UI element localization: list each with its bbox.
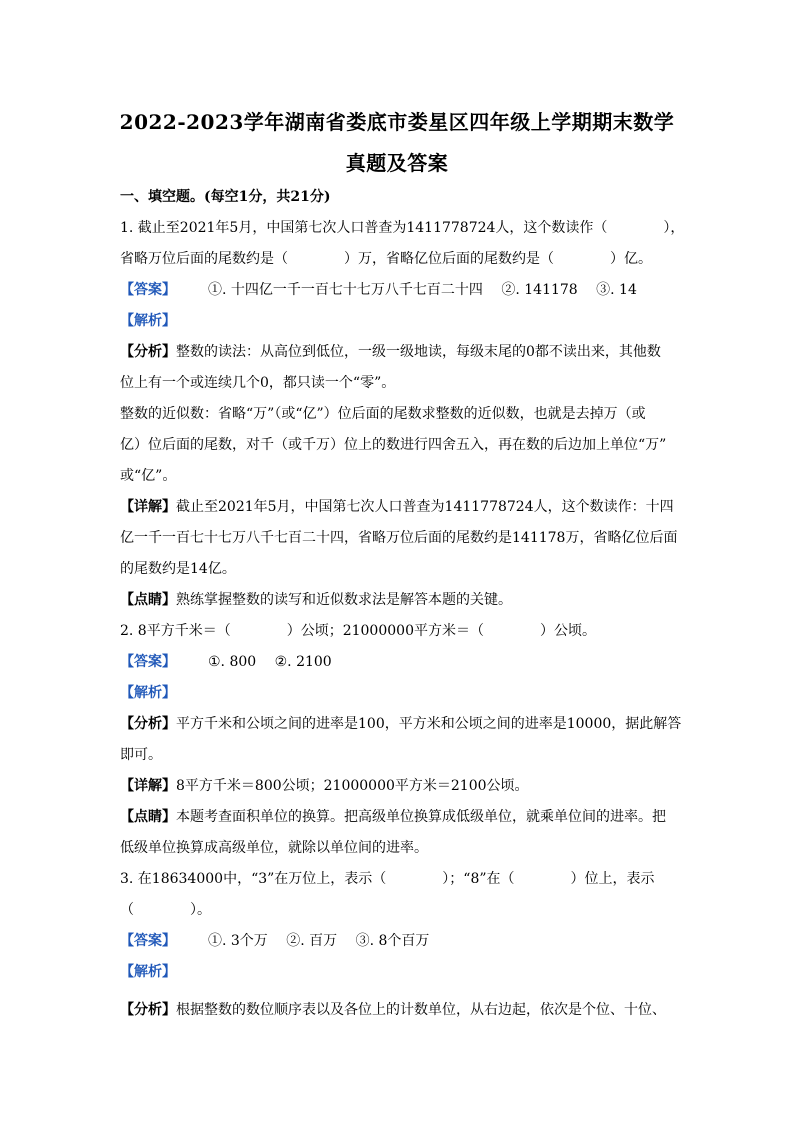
q3-fenxi-line-1 <box>120 1000 680 1020</box>
dianjing-label: 【点睛】 <box>120 809 176 825</box>
q2-dianjing-line-2: 低级单位换算成高级单位，就除以单位间的进率。 <box>120 840 428 856</box>
dianjing-text: 本题考查面积单位的换算。把高级单位换算成低级单位，就乘单位间的进率。把 <box>176 809 666 825</box>
q2-fenxi-line-2: 即可。 <box>120 747 162 763</box>
document-title-line-2: 真题及答案 <box>345 151 449 175</box>
xiangjie-label: 【详解】 <box>120 499 176 515</box>
q2-xiangjie-line-1 <box>120 776 680 796</box>
q1-fenxi-line-5: 或“亿”。 <box>120 468 177 484</box>
q1-fenxi-line-4: 亿）位后面的尾数，对千（或千万）位上的数进行四舍五入，再在数的后边加上单位“万” <box>120 437 667 453</box>
fenxi-text: 平方千米和公顷之间的进率是100，平方米和公顷之间的进率是10000，据此解答 <box>176 716 682 732</box>
q1-stem-line-1: 1. 截止至2021年5月，中国第七次人口普查为1411778724人，这个数读作（ ）， <box>120 220 685 236</box>
answer-text: ①. 3个万 ②. 百万 ③. 8个百万 <box>208 933 430 949</box>
q1-analysis-label: 【解析】 <box>120 313 176 329</box>
fenxi-text: 整数的读法：从高位到低位，一级一级地读，每级末尾的0都不读出来，其他数 <box>176 344 661 360</box>
q1-dianjing-line-1 <box>120 590 680 610</box>
q1-xiangjie-line-3: 的尾数约是14亿。 <box>120 561 236 577</box>
q3-analysis-label: 【解析】 <box>120 964 176 980</box>
q2-fenxi-line-1 <box>120 714 680 734</box>
answer-label: 【答案】 <box>120 933 176 949</box>
q1-fenxi-line-2: 位上有一个或连续几个0，都只读一个“零”。 <box>120 375 396 391</box>
xiangjie-text: 8平方千米＝800公顷；21000000平方米＝2100公顷。 <box>176 778 529 794</box>
xiangjie-label: 【详解】 <box>120 778 176 794</box>
q1-fenxi-line-1 <box>120 342 680 362</box>
fenxi-label: 【分析】 <box>120 344 176 360</box>
q1-xiangjie-line-1 <box>120 497 680 517</box>
fenxi-text: 根据整数的数位顺序表以及各位上的计数单位，从右边起，依次是个位、十位、 <box>176 1002 666 1018</box>
q1-stem-line-2: 省略万位后面的尾数约是（ ）万，省略亿位后面的尾数约是（ ）亿。 <box>120 251 652 267</box>
answer-label: 【答案】 <box>120 282 176 298</box>
q2-analysis-label: 【解析】 <box>120 685 176 701</box>
q3-stem-line-1: 3. 在18634000中，“3”在万位上，表示（ ）；“8”在（ ）位上，表示 <box>120 871 655 887</box>
q3-stem-line-2: （ ）。 <box>120 902 211 918</box>
fenxi-label: 【分析】 <box>120 1002 176 1018</box>
q2-answer <box>120 652 680 672</box>
q2-dianjing-line-1 <box>120 807 680 827</box>
q3-answer <box>120 931 680 951</box>
q1-answer <box>120 280 680 300</box>
answer-text: ①. 800 ②. 2100 <box>208 654 332 670</box>
q2-stem-line-1: 2. 8平方千米＝（ ）公顷；21000000平方米＝（ ）公顷。 <box>120 623 596 639</box>
section-heading: 一、填空题。(每空1分，共21分) <box>120 189 331 205</box>
dianjing-text: 熟练掌握整数的读写和近似数求法是解答本题的关键。 <box>176 592 512 608</box>
answer-text: ①. 十四亿一千一百七十七万八千七百二十四 ②. 141178 ③. 14 <box>208 282 637 298</box>
xiangjie-text: 截止至2021年5月，中国第七次人口普查为1411778724人，这个数读作：十四 <box>176 499 674 515</box>
q1-xiangjie-line-2: 亿一千一百七十七万八千七百二十四，省略万位后面的尾数约是141178万，省略亿位后面 <box>120 530 678 546</box>
q1-fenxi-line-3: 整数的近似数：省略“万”（或“亿”）位后面的尾数求整数的近似数，也就是去掉万（或 <box>120 406 646 422</box>
fenxi-label: 【分析】 <box>120 716 176 732</box>
document-title-line-1: 2022-2023学年湖南省娄底市娄星区四年级上学期期末数学 <box>119 110 675 134</box>
dianjing-label: 【点睛】 <box>120 592 176 608</box>
answer-label: 【答案】 <box>120 654 176 670</box>
